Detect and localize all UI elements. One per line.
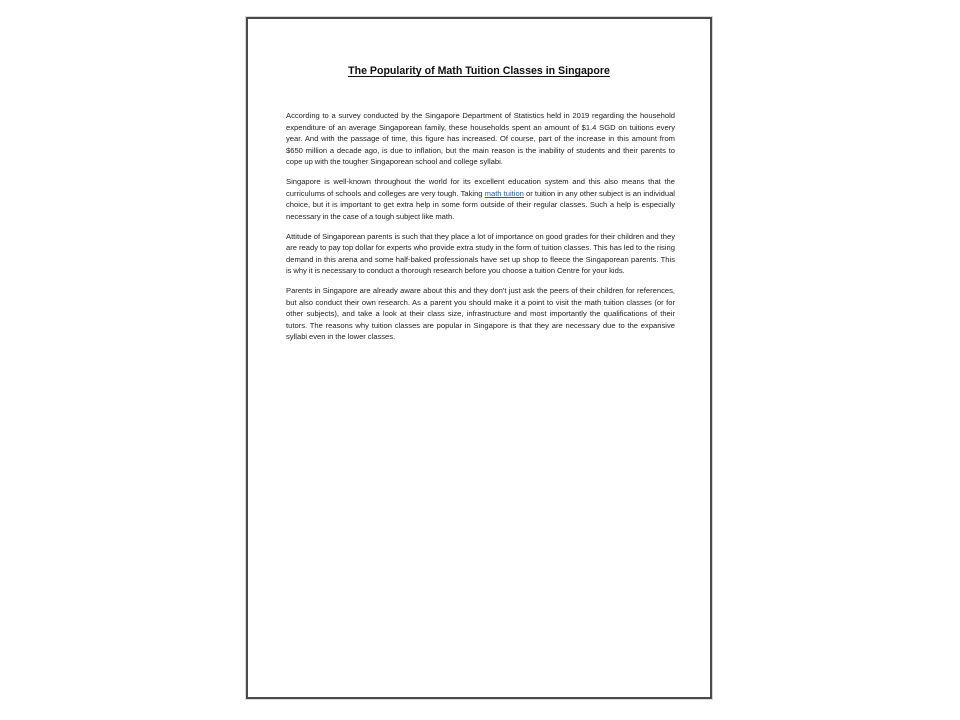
paragraph-3: Attitude of Singaporean parents is such that they place a lot of importance on good grades for their children and they are ready to pay top dollar for experts who provide extra study in the form of tuition classes. This has led to the rising demand in this arena and some half-baked professionals have set up shop to fleece the Singaporean parents. This is why it is necessary to conduct a thorough research before you choose a tuition Centre for your kids.	[286, 231, 675, 276]
document-page	[246, 17, 712, 699]
paragraph-2	[286, 176, 675, 222]
paragraph-4: Parents in Singapore are already aware about this and they don't just ask the peers of their children for references, but also conduct their own research. As a parent you should make it a point to visit the math tuition classes (or for other subjects), and take a look at their class size, infrastructure and most importantly the qualifications of their tutors. The reasons why tuition classes are popular in Singapore is that they are necessary due to the expansive syllabi even in the lower classes.	[286, 286, 675, 342]
document-body	[286, 110, 675, 351]
math-tuition-link[interactable]: math tuition	[484, 188, 524, 198]
page-title	[248, 65, 710, 78]
paragraph-1: According to a survey conducted by the Singapore Department of Statistics held in 2019 regarding the household expenditure of an average Singaporean family, these households spent an amount of $1.4 SGD on tuitions every year. And with the passage of time, this figure has increased. Of course, part of the increase in this amount from $650 million a decade ago, is due to inflation, but the main reason is the inability of students and their parents to cope up with the tougher Singaporean school and college syllabi.	[286, 111, 675, 166]
paragraph-2-text-before-link: Singapore is well-known throughout the world for its excellent education system and this also means that the curriculums of schools and colleges are very tough. Taking	[286, 177, 675, 198]
page-title-text: The Popularity of Math Tuition Classes in Singapore	[348, 65, 610, 77]
paragraph-2-text-after-link: or tuition in any other subject is an individual choice, but it is important to get extra help in some form outside of their regular classes. Such a help is especially necessary in the case of a tough subject like math.	[286, 188, 675, 221]
